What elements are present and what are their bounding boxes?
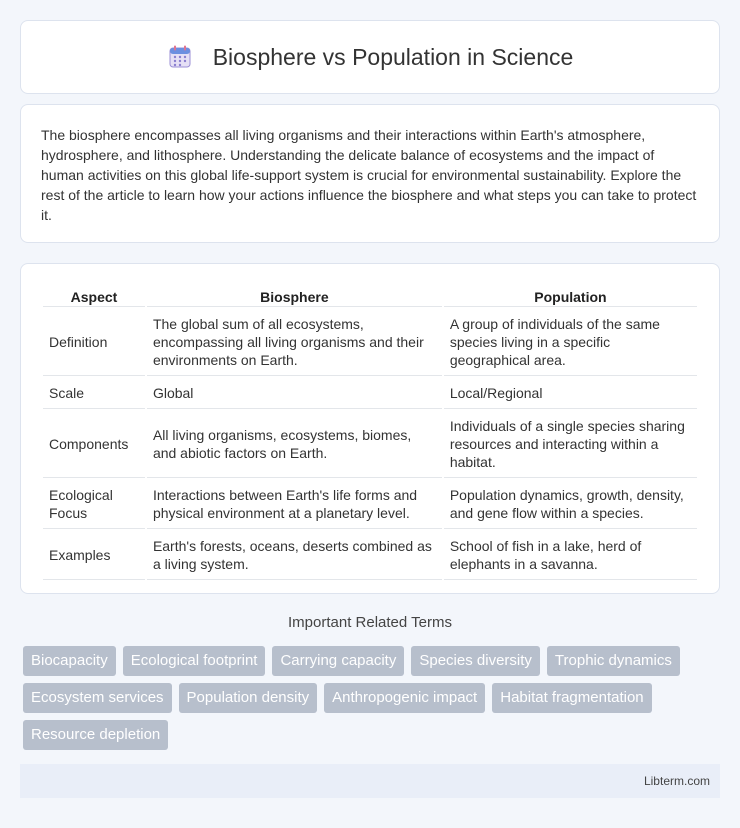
table-row bbox=[43, 531, 697, 580]
row-aspect: Components bbox=[43, 411, 145, 478]
row-biosphere: The global sum of all ecosystems, encompassing all living organisms and their environments on Earth. bbox=[147, 309, 442, 376]
header-card bbox=[20, 20, 720, 94]
row-population: Local/Regional bbox=[444, 378, 697, 409]
related-term-tag[interactable]: Species diversity bbox=[411, 646, 540, 676]
table-row bbox=[43, 309, 697, 376]
related-terms-title: Important Related Terms bbox=[288, 614, 452, 631]
related-term-tag[interactable]: Ecosystem services bbox=[23, 683, 172, 713]
related-term-tag[interactable]: Ecological footprint bbox=[123, 646, 266, 676]
related-term-tag[interactable]: Anthropogenic impact bbox=[324, 683, 485, 713]
intro-text: The biosphere encompasses all living organisms and their interactions within Earth's atmosphere, hydrosphere, and lithosphere. Understanding the delicate balance of ecosystems and the impact of human activities on this global life-support system is crucial for environmental sustainability. Explore the rest of the article to learn how your actions influence the biosphere and what steps you can take to protect it. bbox=[41, 127, 697, 223]
footer bbox=[20, 764, 720, 798]
comparison-table-card bbox=[20, 263, 720, 594]
row-aspect: Scale bbox=[43, 378, 145, 409]
related-term-tag[interactable]: Habitat fragmentation bbox=[492, 683, 651, 713]
row-biosphere: Earth's forests, oceans, deserts combined as a living system. bbox=[147, 531, 442, 580]
row-biosphere: Global bbox=[147, 378, 442, 409]
footer-site-link[interactable]: Libterm.com bbox=[643, 774, 710, 788]
header-aspect: Aspect bbox=[43, 286, 145, 307]
row-aspect: Definition bbox=[43, 309, 145, 376]
table-header-row bbox=[43, 286, 697, 307]
row-biosphere: All living organisms, ecosystems, biomes, and abiotic factors on Earth. bbox=[147, 411, 442, 478]
related-term-tag[interactable]: Trophic dynamics bbox=[547, 646, 680, 676]
related-term-tag[interactable]: Carrying capacity bbox=[272, 646, 404, 676]
row-aspect: Ecological Focus bbox=[43, 480, 145, 529]
related-term-tag[interactable]: Population density bbox=[179, 683, 318, 713]
related-term-tag[interactable]: Resource depletion bbox=[23, 720, 168, 750]
row-population: School of fish in a lake, herd of elephants in a savanna. bbox=[444, 531, 697, 580]
intro-card bbox=[20, 104, 720, 243]
page-title: Biosphere vs Population in Science bbox=[212, 43, 574, 70]
row-population: A group of individuals of the same species living in a specific geographical area. bbox=[444, 309, 697, 376]
row-biosphere: Interactions between Earth's life forms and physical environment at a planetary level. bbox=[147, 480, 442, 529]
related-terms-list bbox=[23, 646, 723, 750]
comparison-table bbox=[41, 284, 699, 582]
row-aspect: Examples bbox=[43, 531, 145, 580]
table-row bbox=[43, 411, 697, 478]
header-population: Population bbox=[444, 286, 697, 307]
related-term-tag[interactable]: Biocapacity bbox=[23, 646, 116, 676]
row-population: Population dynamics, growth, density, and gene flow within a species. bbox=[444, 480, 697, 529]
table-row bbox=[43, 480, 697, 529]
calendar-icon bbox=[167, 44, 193, 70]
row-population: Individuals of a single species sharing resources and interacting within a habitat. bbox=[444, 411, 697, 478]
header-biosphere: Biosphere bbox=[147, 286, 442, 307]
table-row bbox=[43, 378, 697, 409]
